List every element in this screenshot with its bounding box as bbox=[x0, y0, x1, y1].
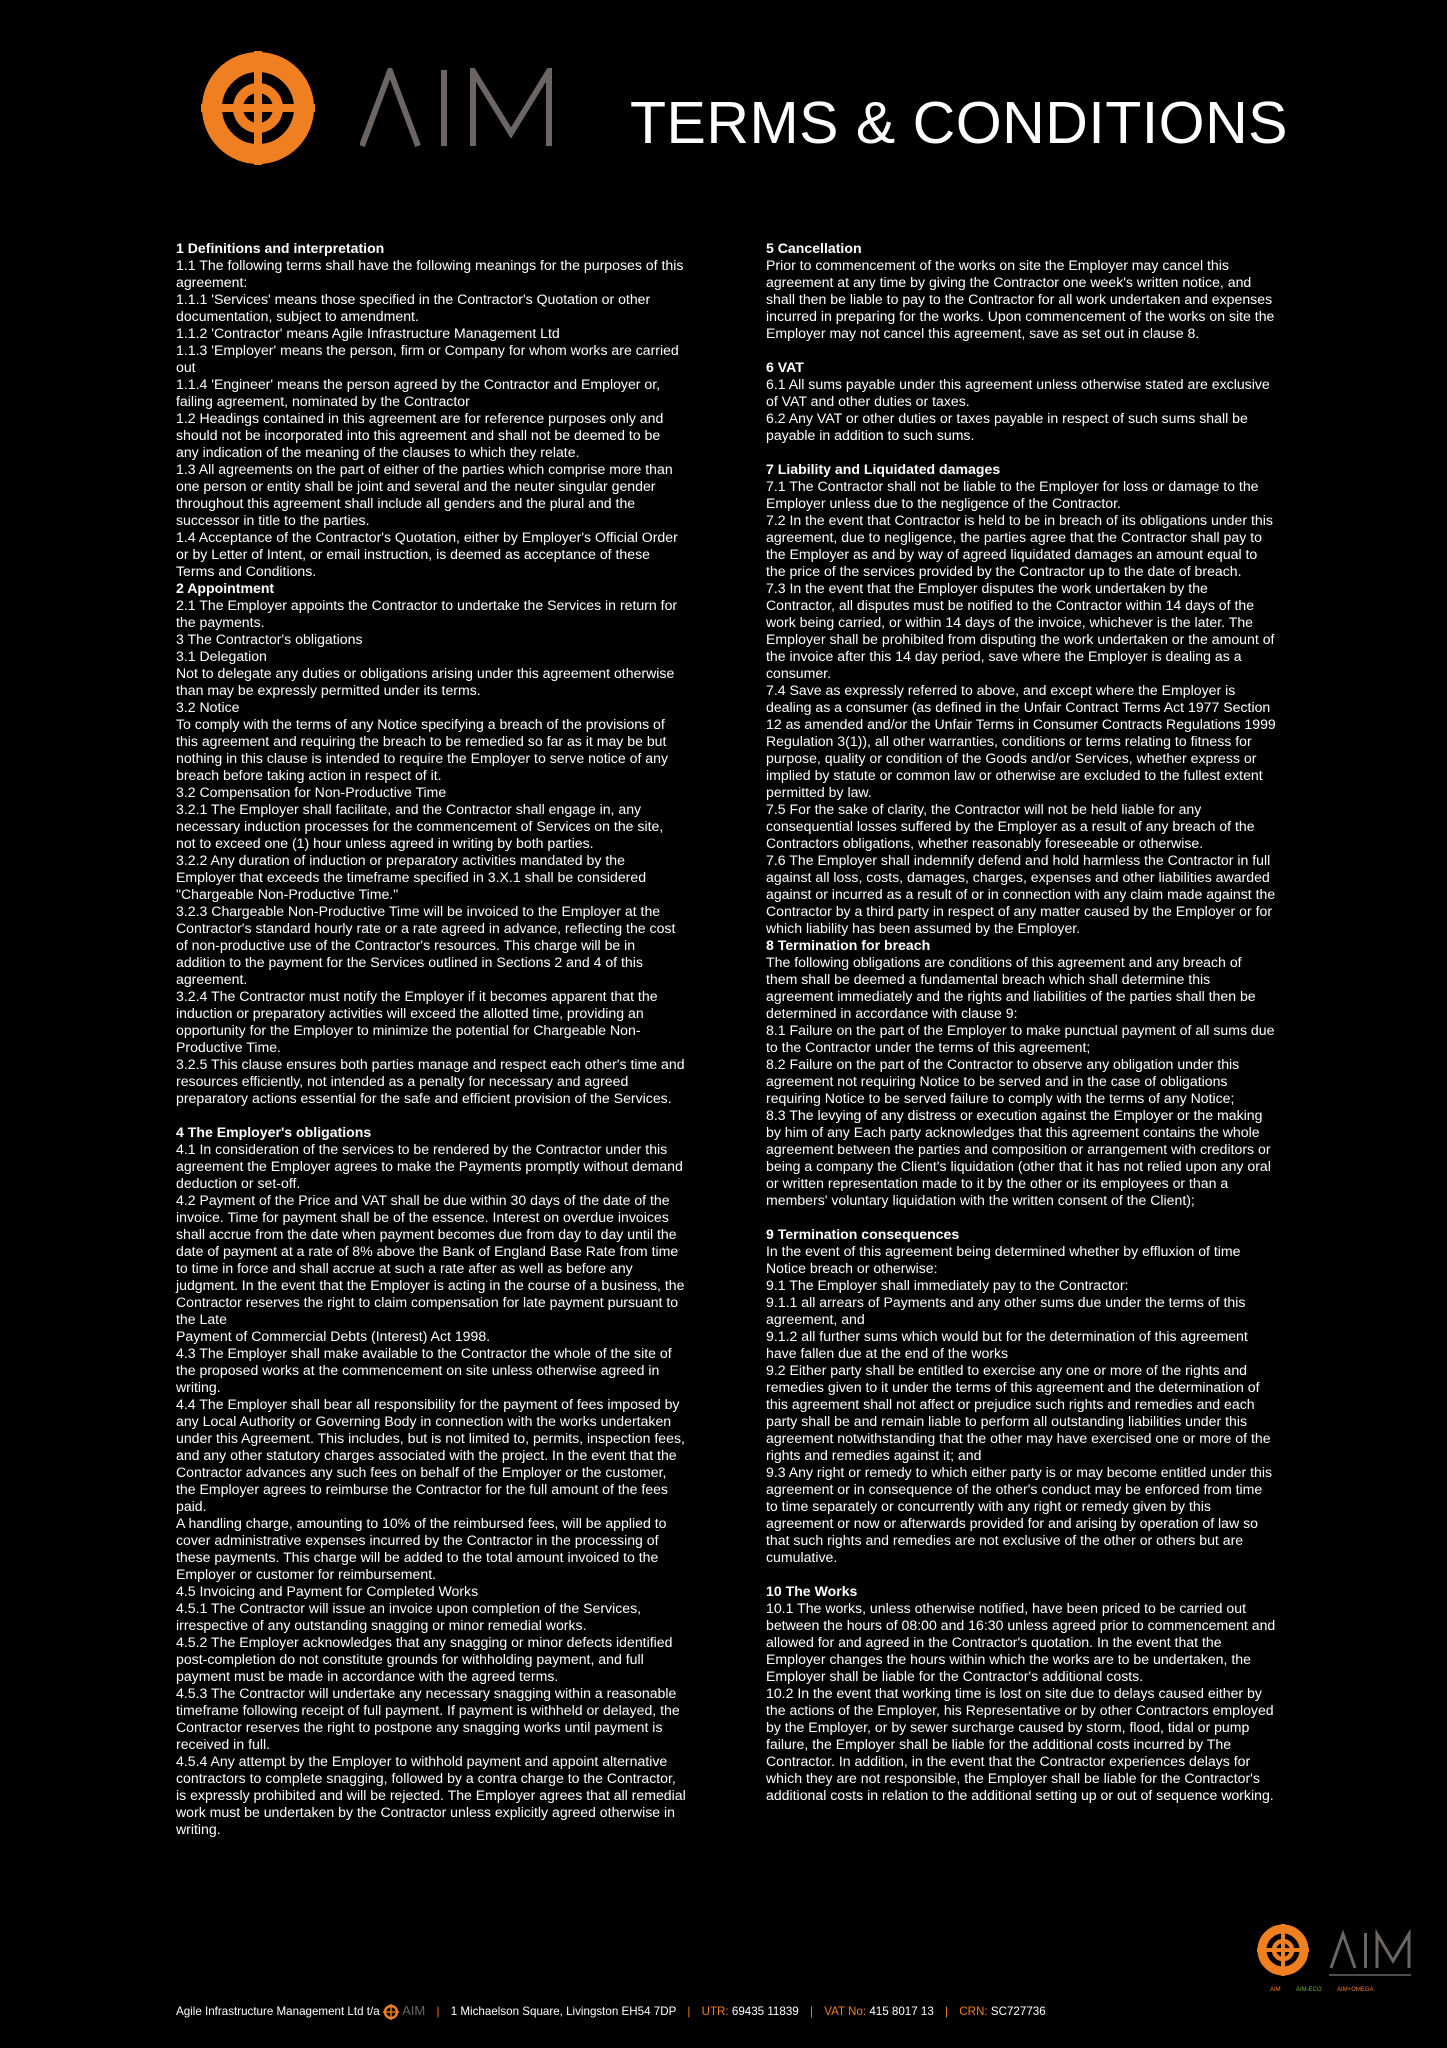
footer-bar bbox=[176, 2002, 1276, 2020]
clause-text: 3.2.4 The Contractor must notify the Employer if it becomes apparent that the induction or preparatory activities will exceed the allotted time, providing an opportunity for the Employer to minimize the potential for Chargeable Non-Productive Time. bbox=[176, 988, 658, 1055]
clause-text: 3 The Contractor's obligations bbox=[176, 631, 363, 647]
clause-text: 4.5.4 Any attempt by the Employer to withhold payment and appoint alternative contractors to complete snagging, followed by a contra charge to the Contractor, is expressly prohibited and will be rejected. The Employer agrees that all remedial work must be undertaken by the Contractor unless explicitly agreed otherwise in writing. bbox=[176, 1753, 686, 1837]
clause-text: 4.4 The Employer shall bear all responsibility for the payment of fees imposed by any Local Authority or Governing Body in connection with the works undertaken under this Agreement. This includes, but is not limited to, permits, inspection fees, and any other statutory charges associated with the project. In the event that the Contractor advances any such fees on behalf of the Employer or the customer, the Employer agrees to reimburse the Contractor for the full amount of the fees paid. bbox=[176, 1396, 685, 1514]
section-heading: 10 The Works bbox=[766, 1583, 858, 1599]
footer-company: Agile Infrastructure Management Ltd t/a bbox=[176, 2005, 380, 2018]
footer-separator: | bbox=[436, 2005, 440, 2018]
terms-section bbox=[176, 1124, 686, 1838]
clause-text: Payment of Commercial Debts (Interest) Act 1998. bbox=[176, 1328, 491, 1344]
clause-text: 1.1 The following terms shall have the following meanings for the purposes of this agreement: bbox=[176, 257, 684, 290]
clause-text: 8.1 Failure on the part of the Employer to make punctual payment of all sums due to the Contractor under the terms of this agreement; bbox=[766, 1022, 1275, 1055]
section-heading: 5 Cancellation bbox=[766, 240, 862, 256]
clause-text: 1.1.1 'Services' means those specified in the Contractor's Quotation or other documentation, subject to amendment. bbox=[176, 291, 651, 324]
clause-text: 7.2 In the event that Contractor is held to be in breach of its obligations under this agreement, due to negligence, the parties agree that the Contractor shall pay to the Employer as and by way of agreed liquidated damages an amount equal to the price of the services provided by the Contractor up to the date of breach. bbox=[766, 512, 1273, 579]
clause-text: 4.5.2 The Employer acknowledges that any snagging or minor defects identified post-completion do not constitute grounds for withholding payment, and full payment must be made in accordance with the agreed terms. bbox=[176, 1634, 673, 1684]
footer-separator: | bbox=[945, 2005, 949, 2018]
clause-text: In the event of this agreement being determined whether by effluxion of time Notice breach or otherwise: bbox=[766, 1243, 1241, 1276]
clause-text: 8.2 Failure on the part of the Contractor to observe any obligation under this agreement not requiring Notice to be served and in the case of obligations requiring Notice to be served failure to comply with the terms of any Notice; bbox=[766, 1056, 1240, 1106]
clause-text: 1.1.2 'Contractor' means Agile Infrastructure Management Ltd bbox=[176, 325, 560, 341]
footer-address: 1 Michaelson Square, Livingston EH54 7DP bbox=[450, 2005, 677, 2018]
sub-logo-aim: AIM bbox=[1270, 1987, 1281, 1993]
footer-separator: | bbox=[809, 2005, 813, 2018]
clause-text: 4.3 The Employer shall make available to the Contractor the whole of the site of the proposed works at the commencement on site unless otherwise agreed in writing. bbox=[176, 1345, 672, 1395]
clause-text: To comply with the terms of any Notice specifying a breach of the provisions of this agreement and requiring the breach to be remedied so far as it may be but nothing in this clause is intended to require the Employer to serve notice of any breach before taking action in respect of it. bbox=[176, 716, 669, 783]
clause-text: A handling charge, amounting to 10% of the reimbursed fees, will be applied to cover administrative expenses incurred by the Contractor in the processing of these payments. This charge will be added to the total amount invoiced to the Employer or customer for reimbursement. bbox=[176, 1515, 667, 1582]
terms-section bbox=[766, 1583, 1276, 1804]
clause-text: 1.1.4 'Engineer' means the person agreed by the Contractor and Employer or, failing agreement, nominated by the Contractor bbox=[176, 376, 661, 409]
crosshair-logo-icon bbox=[201, 51, 315, 165]
sub-logo-aim-omega: AIM+OMEGA bbox=[1337, 1987, 1374, 1993]
left-column bbox=[176, 240, 686, 1838]
section-heading: 4 The Employer's obligations bbox=[176, 1124, 372, 1140]
clause-text: 4.5.3 The Contractor will undertake any necessary snagging within a reasonable timeframe following receipt of full payment. If payment is withheld or delayed, the Contractor reserves the right to postpone any snagging works until payment is received in full. bbox=[176, 1685, 680, 1752]
footer-aim-icon bbox=[383, 2004, 399, 2020]
clause-text: Not to delegate any duties or obligations arising under this agreement otherwise than may be expressly permitted under its terms. bbox=[176, 665, 675, 698]
clause-text: 3.2.2 Any duration of induction or preparatory activities mandated by the Employer that exceeds the timeframe specified in 3.X.1 shall be considered "Chargeable Non-Productive Time." bbox=[176, 852, 647, 902]
clause-text: 2.1 The Employer appoints the Contractor to undertake the Services in return for the payments. bbox=[176, 597, 678, 630]
clause-text: 3.2.3 Chargeable Non-Productive Time will be invoiced to the Employer at the Contractor's standard hourly rate or a rate agreed in advance, reflecting the cost of non-productive use of the Contractor's resources. This charge will be in addition to the payment for the Services outlined in Sections 2 and 4 of this agreement. bbox=[176, 903, 676, 987]
clause-text: 10.1 The works, unless otherwise notified, have been priced to be carried out between the hours of 08:00 and 16:30 unless agreed prior to commencement and allowed for and agreed in the Contractor's quotation. In the event that the Employer changes the hours within which the works are to be undertaken, the Employer shall be liable for the Contractor's additional costs. bbox=[766, 1600, 1276, 1684]
section-heading: 1 Definitions and interpretation bbox=[176, 240, 385, 256]
section-heading: 2 Appointment bbox=[176, 580, 275, 596]
section-heading: 9 Termination consequences bbox=[766, 1226, 960, 1242]
terms-section bbox=[766, 461, 1276, 937]
clause-text: 4.5.1 The Contractor will issue an invoice upon completion of the Services, irrespective of any outstanding snagging or minor remedial works. bbox=[176, 1600, 642, 1633]
terms-section bbox=[766, 359, 1276, 444]
clause-text: 8.3 The levying of any distress or execution against the Employer or the making by him of any Each party acknowledges that this agreement contains the whole agreement between the parties and composition or arrangement with creditors or being a company the Client's liquidation (other that it has not relied upon any oral or written representation made to it by the other or its employees or than a members' voluntary liquidation with the written consent of the Client); bbox=[766, 1107, 1271, 1208]
clause-text: 1.2 Headings contained in this agreement are for reference purposes only and should not be incorporated into this agreement and shall not be deemed to be any indication of the meaning of the clauses to which they relate. bbox=[176, 410, 664, 460]
clause-text: 4.1 In consideration of the services to be rendered by the Contractor under this agreement the Employer agrees to make the Payments promptly without demand deduction or set-off. bbox=[176, 1141, 683, 1191]
footer-sub-logos bbox=[1270, 1985, 1420, 1995]
footer-utr-value: 69435 11839 bbox=[731, 2005, 799, 2018]
clause-text: 7.1 The Contractor shall not be liable to the Employer for loss or damage to the Employer unless due to the negligence of the Contractor. bbox=[766, 478, 1259, 511]
terms-section bbox=[766, 937, 1276, 1209]
clause-text: 9.1.1 all arrears of Payments and any other sums due under the terms of this agreement, and bbox=[766, 1294, 1246, 1327]
clause-text: 6.1 All sums payable under this agreement unless otherwise stated are exclusive of VAT and other duties or taxes. bbox=[766, 376, 1270, 409]
clause-text: 1.3 All agreements on the part of either of the parties which comprise more than one person or entity shall be joint and several and the neuter singular gender throughout this agreement shall include all genders and the plural and the successor in title to the parties. bbox=[176, 461, 673, 528]
clause-text: 7.5 For the sake of clarity, the Contractor will not be held liable for any consequential losses suffered by the Employer as a result of any breach of the Contractors obligations, whether reasonably foreseeable or otherwise. bbox=[766, 801, 1255, 851]
clause-text: 3.2 Notice bbox=[176, 699, 240, 715]
clause-text: 7.3 In the event that the Employer disputes the work undertaken by the Contractor, all disputes must be notified to the Contractor within 14 days of the work being carried, or within 14 days of the invoice, whichever is the later. The Employer shall be prohibited from disputing the work undertaken or the amount of the invoice after this 14 day period, save where the Employer is dealing as a consumer. bbox=[766, 580, 1275, 681]
footer-brand: AIM bbox=[402, 2003, 426, 2018]
clause-text: 9.3 Any right or remedy to which either party is or may become entitled under this agreement or in consequence of the other's conduct may be enforced from time to time separately or concurrently with any right or remedy given by this agreement or now or afterwards provided for and arising by operation of law so that such rights and remedies are not exclusive of the other or others but are cumulative. bbox=[766, 1464, 1273, 1565]
clause-text: 3.2 Compensation for Non-Productive Time bbox=[176, 784, 447, 800]
header bbox=[0, 0, 1447, 230]
clause-text: 9.2 Either party shall be entitled to exercise any one or more of the rights and remedies given to it under the terms of this agreement and the determination of this agreement shall not affect or prejudice such rights and remedies and each party shall be and remain liable to perform all outstanding liabilities under this agreement notwithstanding that the other may have exercised one or more of the rights and remedies against it; and bbox=[766, 1362, 1271, 1463]
section-heading: 8 Termination for breach bbox=[766, 937, 931, 953]
clause-text: 6.2 Any VAT or other duties or taxes payable in respect of such sums shall be payable in addition to such sums. bbox=[766, 410, 1248, 443]
clause-text: 3.2.1 The Employer shall facilitate, and the Contractor shall engage in, any necessary induction processes for the commencement of Services on the site, not to exceed one (1) hour unless agreed in writing by both parties. bbox=[176, 801, 664, 851]
terms-section bbox=[766, 1226, 1276, 1566]
clause-text: 4.2 Payment of the Price and VAT shall be due within 30 days of the date of the invoice. Time for payment shall be of the essence. Interest on overdue invoices shall accrue from the date when payment becomes due from day to day until the date of payment at a rate of 8% above the Bank of England Base Rate from time to time in force and shall accrue at such a rate after as well as before any judgment. In the event that the Employer is acting in the course of a business, the Contractor reserves the right to claim compensation for late payment pursuant to the Late bbox=[176, 1192, 685, 1327]
clause-text: 1.4 Acceptance of the Contractor's Quotation, either by Employer's Official Order or by Letter of Intent, or email instruction, is deemed as acceptance of these Terms and Conditions. bbox=[176, 529, 678, 579]
sub-logo-aim-eco: AIM-ECO bbox=[1296, 1987, 1322, 1993]
footer-crn-label: CRN: bbox=[959, 2005, 988, 2018]
clause-text: 7.4 Save as expressly referred to above, and except where the Employer is dealing as a consumer (as defined in the Unfair Contract Terms Act 1977 Section 12 as amended and/or the Unfair Terms in Consumer Contracts Regulations 1999 Regulation 3(1)), all other warranties, conditions or terms relating to fitness for purpose, quality or condition of the Goods and/or Services, whether express or implied by statute or common law or otherwise are excluded to the fullest extent permitted by law. bbox=[766, 682, 1276, 800]
clause-text: 4.5 Invoicing and Payment for Completed Works bbox=[176, 1583, 479, 1599]
terms-section bbox=[176, 580, 686, 1107]
section-heading: 7 Liability and Liquidated damages bbox=[766, 461, 1001, 477]
page-title: TERMS & CONDITIONS bbox=[630, 90, 1289, 156]
right-column bbox=[766, 240, 1276, 1804]
clause-text: 1.1.3 'Employer' means the person, firm or Company for whom works are carried out bbox=[176, 342, 679, 375]
terms-section bbox=[766, 240, 1276, 342]
clause-text: 3.1 Delegation bbox=[176, 648, 267, 664]
clause-text: The following obligations are conditions of this agreement and any breach of them shall be deemed a fundamental breach which shall determine this agreement immediately and the rights and liabilities of the parties shall then be determined in accordance with clause 9: bbox=[766, 954, 1256, 1021]
footer-utr-label: UTR: bbox=[701, 2005, 729, 2018]
clause-text: 7.6 The Employer shall indemnify defend and hold harmless the Contractor in full against all loss, costs, damages, charges, expenses and other liabilities awarded against or incurred as a result of or in connection with any claim made against the Contractor by a third party in respect of any matter caused by the Employer or for which liability has been assumed by the Employer. bbox=[766, 852, 1276, 936]
section-heading: 6 VAT bbox=[766, 359, 804, 375]
logo-wordmark bbox=[360, 68, 555, 148]
footer-separator: | bbox=[687, 2005, 691, 2018]
footer-vat-value: 415 8017 13 bbox=[869, 2005, 934, 2018]
footer-vat-label: VAT No: bbox=[824, 2005, 867, 2018]
footer-logo bbox=[1255, 1920, 1415, 1980]
clause-text: Prior to commencement of the works on site the Employer may cancel this agreement at any time by giving the Contractor one week's written notice, and shall then be liable to pay to the Contractor for all work undertaken and expenses incurred in preparing for the works. Upon commencement of the works on site the Employer may not cancel this agreement, save as set out in clause 8. bbox=[766, 257, 1275, 341]
clause-text: 10.2 In the event that working time is lost on site due to delays caused either by the actions of the Employer, his Representative or by other Contractors employed by the Employer, or by sewer surcharge caused by storm, flood, tidal or pump failure, the Employer shall be liable for the additional costs incurred by The Contractor. In addition, in the event that the Contractor experiences delays for which they are not responsible, the Employer shall be liable for the Contractor's additional costs in relation to the additional setting up or out of sequence working. bbox=[766, 1685, 1274, 1803]
clause-text: 3.2.5 This clause ensures both parties manage and respect each other's time and resources efficiently, not intended as a penalty for necessary and agreed preparatory actions essential for the safe and efficient provision of the Services. bbox=[176, 1056, 685, 1106]
footer-crn-value: SC727736 bbox=[990, 2005, 1046, 2018]
clause-text: 9.1.2 all further sums which would but for the determination of this agreement have fallen due at the end of the works bbox=[766, 1328, 1248, 1361]
clause-text: 9.1 The Employer shall immediately pay to the Contractor: bbox=[766, 1277, 1129, 1293]
terms-section bbox=[176, 240, 686, 580]
